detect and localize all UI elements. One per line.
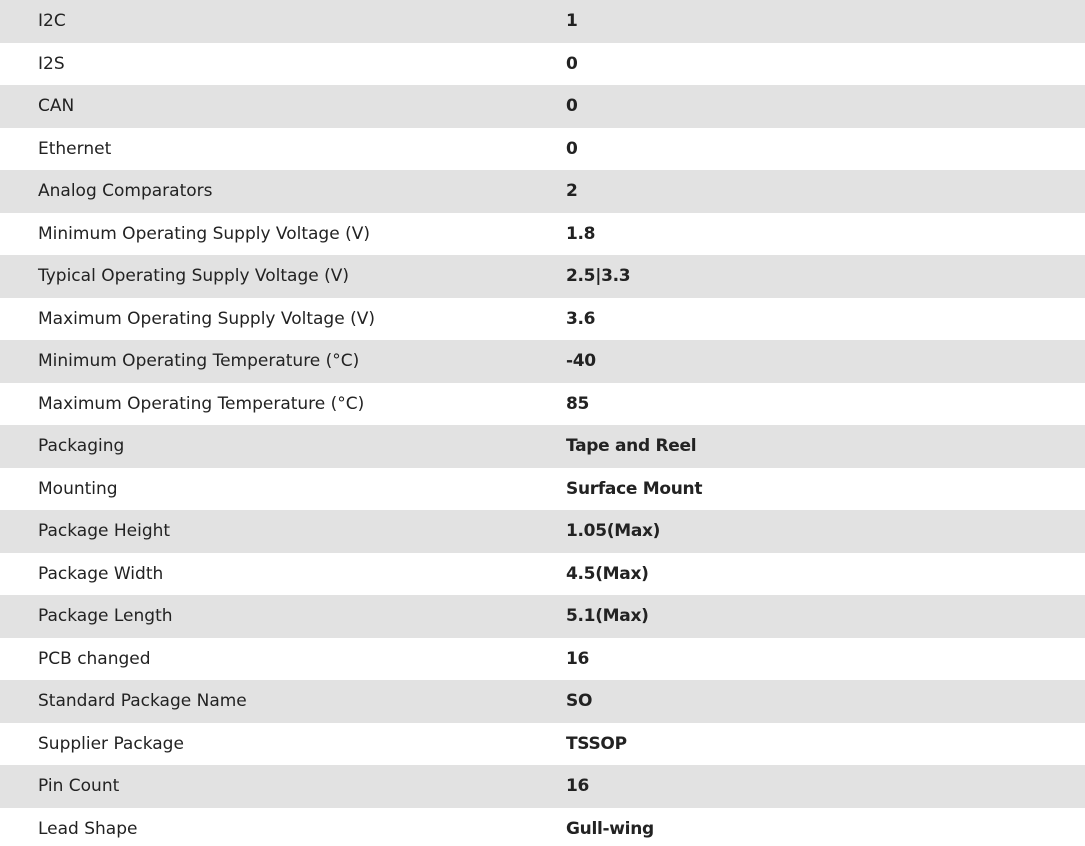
spec-row-max-temperature	[0, 383, 1085, 426]
spec-value: 4.5(Max)	[566, 563, 649, 584]
spec-value: 1.8	[566, 223, 596, 244]
spec-label: Standard Package Name	[38, 691, 247, 712]
spec-label: Minimum Operating Temperature (°C)	[38, 351, 360, 372]
spec-value: 1.05(Max)	[566, 521, 661, 542]
spec-label: Package Height	[38, 521, 171, 542]
spec-value: 16	[566, 776, 590, 797]
spec-value: SO	[566, 691, 593, 712]
spec-row-standard-package-name	[0, 680, 1085, 723]
spec-label: Supplier Package	[38, 733, 184, 754]
spec-label: Package Length	[38, 606, 173, 627]
spec-label: Minimum Operating Supply Voltage (V)	[38, 223, 370, 244]
spec-label: Analog Comparators	[38, 181, 213, 202]
spec-label: I2C	[38, 11, 66, 32]
spec-label: Ethernet	[38, 138, 112, 159]
spec-value: 2	[566, 181, 578, 202]
spec-value: 5.1(Max)	[566, 606, 649, 627]
spec-label: Maximum Operating Supply Voltage (V)	[38, 308, 375, 329]
spec-label: Packaging	[38, 436, 125, 457]
spec-value: 2.5|3.3	[566, 266, 631, 287]
spec-row-analog-comparators	[0, 170, 1085, 213]
spec-value: 0	[566, 53, 578, 74]
spec-label: Lead Shape	[38, 818, 138, 839]
spec-row-lead-shape	[0, 808, 1085, 846]
spec-value: Tape and Reel	[566, 436, 697, 457]
spec-row-max-supply-voltage	[0, 298, 1085, 341]
spec-label: Maximum Operating Temperature (°C)	[38, 393, 365, 414]
spec-row-typical-supply-voltage	[0, 255, 1085, 298]
spec-label: I2S	[38, 53, 65, 74]
spec-label: PCB changed	[38, 648, 151, 669]
spec-row-ethernet	[0, 128, 1085, 171]
spec-value: -40	[566, 351, 596, 372]
spec-value: 3.6	[566, 308, 596, 329]
spec-value: Gull-wing	[566, 818, 654, 839]
spec-value: 1	[566, 11, 578, 32]
spec-value: 16	[566, 648, 590, 669]
spec-row-pcb-changed	[0, 638, 1085, 681]
spec-row-min-supply-voltage	[0, 213, 1085, 256]
spec-label: Typical Operating Supply Voltage (V)	[38, 266, 349, 287]
spec-value: 0	[566, 96, 578, 117]
spec-label: Package Width	[38, 563, 164, 584]
spec-row-package-length	[0, 595, 1085, 638]
spec-row-supplier-package	[0, 723, 1085, 766]
spec-value: 0	[566, 138, 578, 159]
spec-value: Surface Mount	[566, 478, 703, 499]
spec-label: Mounting	[38, 478, 118, 499]
spec-row-package-width	[0, 553, 1085, 596]
spec-row-min-temperature	[0, 340, 1085, 383]
spec-value: 85	[566, 393, 590, 414]
spec-row-can	[0, 85, 1085, 128]
spec-label: CAN	[38, 96, 75, 117]
spec-row-mounting	[0, 468, 1085, 511]
spec-row-i2c	[0, 0, 1085, 43]
spec-label: Pin Count	[38, 776, 120, 797]
spec-row-package-height	[0, 510, 1085, 553]
spec-row-i2s	[0, 43, 1085, 86]
spec-row-pin-count	[0, 765, 1085, 808]
spec-row-packaging	[0, 425, 1085, 468]
spec-value: TSSOP	[566, 733, 627, 754]
